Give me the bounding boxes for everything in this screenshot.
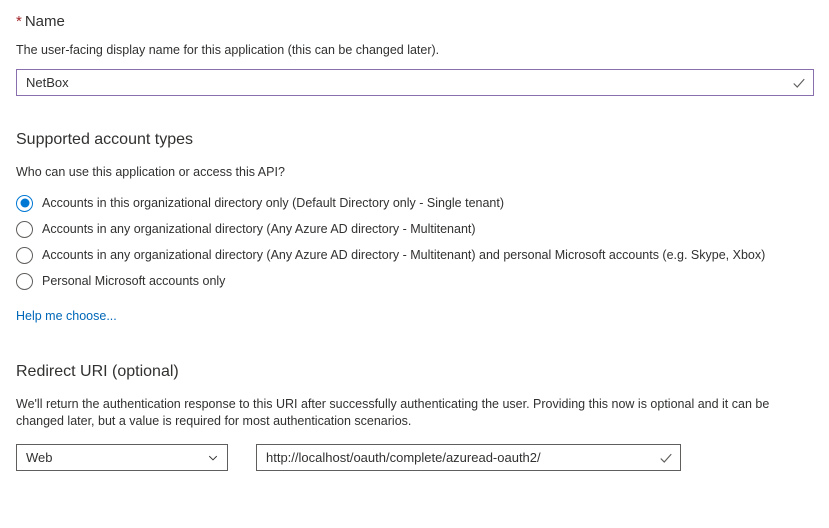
redirect-uri-title: Redirect URI (optional) — [16, 363, 179, 380]
redirect-uri-input-wrapper[interactable] — [256, 444, 681, 471]
required-asterisk: * — [16, 13, 22, 30]
name-label-text: Name — [24, 13, 65, 30]
radio-button-icon[interactable] — [16, 273, 33, 290]
radio-option-single-tenant[interactable] — [16, 190, 813, 216]
redirect-uri-description: We'll return the authentication response to this URI after successfully authenticating the user. Providing this now is optional and it can be changed later, but a value is required for most authentication scenarios. — [16, 397, 770, 428]
name-input[interactable] — [17, 70, 813, 95]
radio-label: Accounts in any organizational directory (Any Azure AD directory - Multitenant) and personal Microsoft accounts (e.g. Skype, Xbox) — [42, 247, 766, 262]
platform-select[interactable] — [16, 444, 228, 471]
radio-button-icon[interactable] — [16, 247, 33, 264]
radio-option-multitenant-and-personal[interactable] — [16, 242, 813, 268]
app-registration-form — [0, 12, 829, 528]
redirect-uri-input[interactable] — [257, 445, 680, 470]
name-field-label — [16, 12, 813, 32]
platform-select-value: Web — [26, 450, 53, 465]
chevron-down-icon — [207, 452, 219, 464]
radio-button-icon[interactable] — [16, 221, 33, 238]
supported-account-types-title: Supported account types — [16, 131, 194, 148]
radio-button-icon[interactable] — [16, 195, 33, 212]
radio-option-multitenant[interactable] — [16, 216, 813, 242]
radio-option-personal-only[interactable] — [16, 268, 813, 294]
supported-account-types-question: Who can use this application or access this API? — [16, 165, 285, 179]
help-me-choose-link[interactable]: Help me choose... — [16, 309, 117, 323]
radio-label: Accounts in this organizational directory only (Default Directory only - Single tenant) — [42, 195, 505, 210]
account-types-radio-group — [16, 190, 813, 294]
name-input-wrapper[interactable] — [16, 69, 814, 96]
redirect-uri-row — [16, 444, 813, 471]
radio-label: Personal Microsoft accounts only — [42, 273, 226, 288]
radio-label: Accounts in any organizational directory (Any Azure AD directory - Multitenant) — [42, 221, 476, 236]
name-description: The user-facing display name for this application (this can be changed later). — [16, 43, 440, 57]
